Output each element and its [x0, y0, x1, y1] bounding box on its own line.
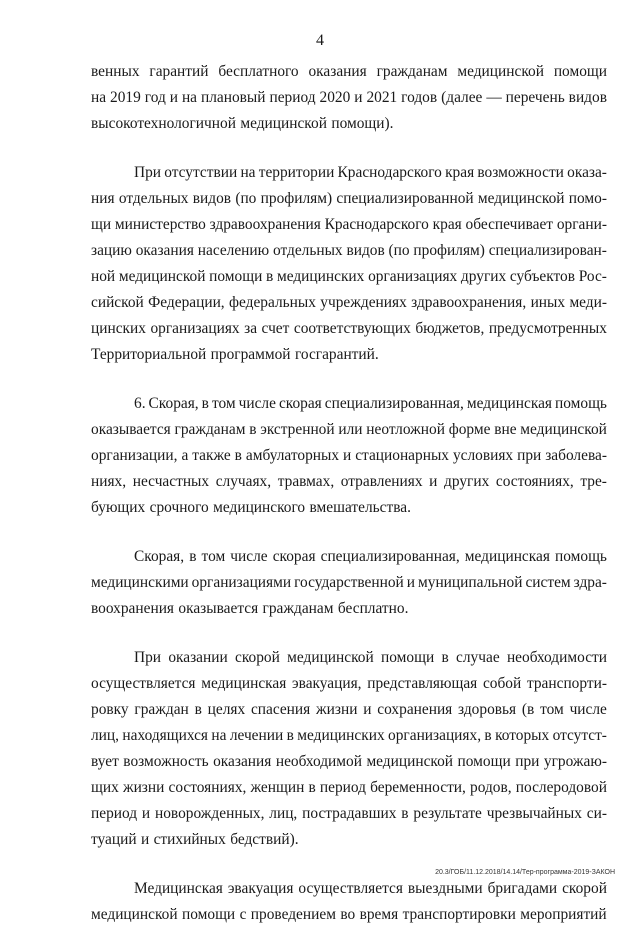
text-line: туаций и стихийных бедствий). — [91, 831, 299, 848]
document-body — [91, 59, 607, 928]
text-line: высокотехнологичной медицинской помощи). — [91, 115, 394, 132]
text-line: сийской Федерации, федеральных учреждениях здравоохранения, иных меди- — [91, 294, 607, 311]
page-number: 4 — [316, 32, 324, 49]
text-line: При отсутствии на территории Краснодарского края возможности оказа- — [134, 164, 607, 181]
text-line: бующих срочного медицинского вмешательства. — [91, 499, 411, 516]
text-line: организации, а также в амбулаторных и стационарных условиях при заболева- — [91, 447, 607, 464]
text-line: оказывается гражданам в экстренной или неотложной форме вне медицинской — [91, 421, 607, 438]
text-line: цинских организациях за счет соответствующих бюджетов, предусмотренных — [91, 320, 607, 337]
text-line: ной медицинской помощи в медицинских организациях других субъектов Рос- — [91, 268, 607, 285]
text-line: период и новорожденных, лиц, пострадавших в результате чрезвычайных си- — [91, 805, 607, 822]
text-line: ровку граждан в целях спасения жизни и сохранения здоровья (в том числе — [91, 701, 607, 718]
text-line: зацию оказания населению отдельных видов (по профилям) специализирован- — [91, 242, 607, 259]
text-line: щих жизни состояниях, женщин в период беременности, родов, послеродовой — [91, 779, 607, 796]
text-line: венных гарантий бесплатного оказания гражданам медицинской помощи — [91, 63, 607, 80]
paragraph — [91, 544, 607, 622]
text-line: Территориальной программой госгарантий. — [91, 346, 379, 363]
text-line: осуществляется медицинская эвакуация, представляющая собой транспорти- — [91, 675, 607, 692]
text-line: 6. Скорая, в том числе скорая специализированная, медицинская помощь — [134, 395, 607, 412]
text-line: ниях, несчастных случаях, травмах, отравлениях и других состояниях, тре- — [91, 473, 607, 490]
text-line: ния отдельных видов (по профилям) специализированной медицинской помо- — [91, 190, 607, 207]
text-line: медицинскими организациями государственной и муниципальной систем здра- — [91, 574, 607, 591]
text-line: медицинской помощи с проведением во время транспортировки мероприятий — [91, 906, 607, 923]
text-line: вует возможность оказания необходимой медицинской помощи при угрожаю- — [91, 753, 607, 770]
text-line: на 2019 год и на плановый период 2020 и 2021 годов (далее — перечень видов — [91, 89, 607, 106]
text-line: Скорая, в том числе скорая специализированная, медицинская помощь — [134, 548, 607, 565]
text-line: воохранения оказывается гражданам бесплатно. — [91, 600, 409, 617]
paragraph — [91, 645, 607, 853]
text-line: Медицинская эвакуация осуществляется выездными бригадами скорой — [134, 880, 607, 897]
paragraph — [91, 876, 607, 928]
paragraph — [91, 59, 607, 137]
text-line: При оказании скорой медицинской помощи в случае необходимости — [134, 649, 607, 666]
text-line: щи министерство здравоохранения Краснодарского края обеспечивает органи- — [91, 216, 607, 233]
paragraph — [91, 160, 607, 368]
document-footer: 20.3/ГОБ/11.12.2018/14.14/Тер-программа-2019-ЗАКОН — [435, 869, 615, 876]
paragraph — [91, 391, 607, 521]
text-line: лиц, находящихся на лечении в медицинских организациях, в которых отсутст- — [91, 727, 607, 744]
